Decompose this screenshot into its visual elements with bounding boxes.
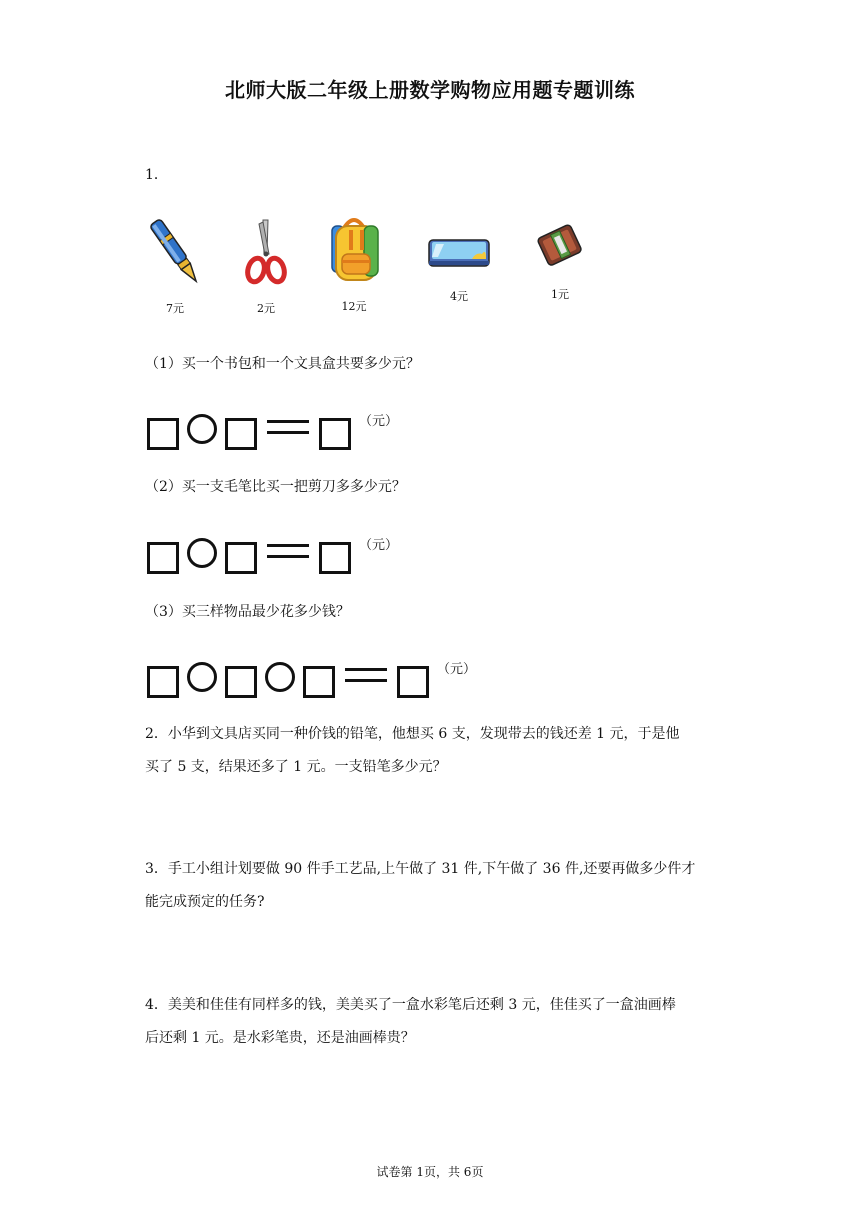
- page-title: 北师大版二年级上册数学购物应用题专题训练: [225, 78, 635, 102]
- question-2-line-1: 2．小华到文具店买同一种价钱的铅笔，他想买 6 支，发现带去的钱还差 1 元，于是他: [145, 726, 680, 742]
- unit-label: （元）: [359, 414, 399, 429]
- question-1-part-1: （1）买一个书包和一个文具盒共要多少元？: [145, 356, 420, 372]
- unit-label: （元）: [437, 662, 477, 677]
- question-3-line-1: 3．手工小组计划要做 90 件手工艺品,上午做了 31 件,下午做了 36 件,还要再做多少件才: [145, 861, 696, 877]
- equals-sign: [267, 544, 309, 558]
- question-3-line-2: 能完成预定的任务?: [145, 894, 265, 910]
- scissors-icon: [241, 214, 291, 290]
- item-pencil-case: [424, 228, 494, 304]
- question-2-line-2: 买了 5 支，结果还多了 1 元。一支铅笔多少元？: [145, 759, 447, 775]
- page-footer: 试卷第 1页，共 6页: [376, 1165, 484, 1179]
- answer-template-1: [147, 414, 398, 450]
- item-scissors: [231, 214, 301, 316]
- sharpener-icon: [530, 216, 590, 276]
- answer-box[interactable]: [319, 418, 351, 450]
- answer-box[interactable]: [147, 418, 179, 450]
- item-sharpener: [525, 216, 595, 302]
- question-1-number: 1．: [145, 167, 168, 183]
- question-1-part-2: （2）买一支毛笔比买一把剪刀多多少元？: [145, 479, 406, 495]
- answer-box[interactable]: [319, 542, 351, 574]
- operator-circle[interactable]: [265, 662, 295, 692]
- item-backpack: [319, 212, 389, 314]
- answer-box[interactable]: [397, 666, 429, 698]
- answer-box[interactable]: [225, 666, 257, 698]
- pen-icon: [145, 214, 205, 290]
- operator-circle[interactable]: [187, 662, 217, 692]
- pencil-case-icon: [424, 228, 494, 278]
- item-pen: [140, 214, 210, 316]
- equals-sign: [345, 668, 387, 682]
- operator-circle[interactable]: [187, 414, 217, 444]
- answer-box[interactable]: [225, 542, 257, 574]
- price-label: 4元: [450, 290, 468, 303]
- operator-circle[interactable]: [187, 538, 217, 568]
- price-label: 12元: [341, 300, 367, 313]
- price-label: 7元: [166, 302, 184, 315]
- unit-label: （元）: [359, 538, 399, 553]
- question-4-line-2: 后还剩 1 元。是水彩笔贵，还是油画棒贵？: [145, 1030, 415, 1046]
- question-1-part-3: （3）买三样物品最少花多少钱？: [145, 604, 350, 620]
- backpack-icon: [324, 212, 384, 288]
- price-label: 2元: [257, 302, 275, 315]
- answer-template-3: [147, 662, 476, 698]
- equals-sign: [267, 420, 309, 434]
- answer-template-2: [147, 538, 398, 574]
- answer-box[interactable]: [147, 542, 179, 574]
- answer-box[interactable]: [225, 418, 257, 450]
- question-4-line-1: 4．美美和佳佳有同样多的钱，美美买了一盒水彩笔后还剩 3 元，佳佳买了一盒油画棒: [145, 997, 676, 1013]
- answer-box[interactable]: [147, 666, 179, 698]
- question-2: [145, 718, 680, 784]
- question-3: [145, 853, 695, 919]
- answer-box[interactable]: [303, 666, 335, 698]
- price-label: 1元: [551, 288, 569, 301]
- question-4: [145, 989, 676, 1055]
